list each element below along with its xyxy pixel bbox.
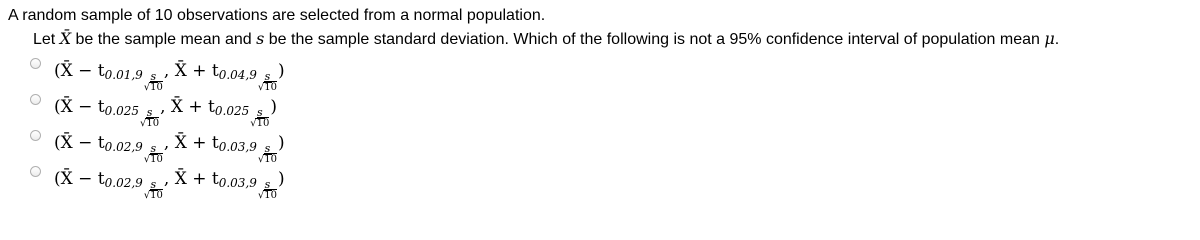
fraction-num: s: [256, 106, 263, 119]
fraction: [258, 180, 277, 201]
fraction-den: [258, 83, 277, 93]
formula-open: (X̄ − t: [54, 133, 105, 153]
formula-mid: , X̄ + t: [163, 133, 219, 153]
option-3-formula: [54, 133, 285, 165]
fraction-den-value: 10: [146, 118, 160, 129]
formula-sub1: 0.025: [104, 104, 139, 118]
fraction-den-value: 10: [150, 82, 163, 93]
question-mid: be the sample mean and: [71, 31, 257, 48]
s-symbol: s: [256, 29, 265, 48]
fraction: [144, 180, 163, 201]
fraction-den-value: 10: [264, 190, 277, 201]
formula-sub2: 0.025: [214, 104, 250, 118]
question-suffix: be the sample standard deviation. Which of the following is not a 95% confidence interval of population mean: [264, 31, 1045, 48]
fraction-den-value: 10: [150, 190, 163, 201]
question-end: .: [1054, 31, 1060, 48]
formula-close: ): [270, 97, 277, 117]
sqrt-icon: √: [143, 190, 151, 201]
fraction-den: [250, 119, 269, 129]
option-4-formula: [54, 169, 285, 201]
fraction-den: [258, 155, 277, 165]
fraction: [140, 108, 159, 129]
fraction-den: [140, 119, 159, 129]
fraction-den-value: 10: [264, 82, 277, 93]
formula-mid: , X̄ + t: [163, 169, 219, 189]
fraction-num: s: [264, 142, 271, 155]
sqrt-icon: √: [257, 190, 265, 201]
fraction-den: [144, 83, 163, 93]
question-text-line1: A random sample of 10 observations are selected from a normal population.: [8, 7, 546, 24]
option-2-radio[interactable]: [30, 94, 41, 105]
option-2-formula: [54, 97, 277, 129]
formula-open: (X̄ − t: [54, 61, 105, 81]
fraction-den: [258, 191, 277, 201]
sqrt-icon: √: [143, 82, 151, 93]
option-4-radio[interactable]: [30, 166, 41, 177]
sqrt-icon: √: [257, 154, 265, 165]
mu-symbol: μ: [1044, 29, 1055, 48]
fraction-num: s: [150, 142, 157, 155]
xbar-symbol: X̄: [59, 29, 72, 48]
formula-sub1: 0.01,9: [104, 68, 143, 82]
fraction-num: s: [264, 178, 271, 191]
option-1-formula: [54, 61, 285, 93]
fraction-den: [144, 155, 163, 165]
fraction-den-value: 10: [256, 118, 270, 129]
fraction: [258, 72, 277, 93]
fraction-num: s: [264, 70, 271, 83]
formula-close: ): [277, 169, 285, 189]
fraction-den-value: 10: [150, 154, 163, 165]
sqrt-icon: √: [257, 82, 265, 93]
formula-sub2: 0.03,9: [218, 140, 257, 154]
sqrt-icon: √: [139, 118, 147, 129]
fraction: [258, 144, 277, 165]
formula-close: ): [277, 133, 285, 153]
option-1-radio[interactable]: [30, 58, 41, 69]
question-text-line2: [33, 29, 1059, 50]
fraction: [144, 72, 163, 93]
formula-sub1: 0.02,9: [104, 140, 143, 154]
option-3-radio[interactable]: [30, 130, 41, 141]
formula-open: (X̄ − t: [54, 97, 105, 117]
fraction-den: [144, 191, 163, 201]
fraction-num: s: [146, 106, 153, 119]
fraction: [144, 144, 163, 165]
formula-mid: , X̄ + t: [163, 61, 219, 81]
fraction-num: s: [150, 70, 157, 83]
formula-sub2: 0.03,9: [218, 176, 257, 190]
formula-open: (X̄ − t: [54, 169, 105, 189]
sqrt-icon: √: [250, 118, 257, 129]
formula-close: ): [277, 61, 285, 81]
formula-sub2: 0.04,9: [218, 68, 257, 82]
formula-sub1: 0.02,9: [104, 176, 143, 190]
fraction: [250, 108, 269, 129]
sqrt-icon: √: [143, 154, 151, 165]
fraction-den-value: 10: [264, 154, 277, 165]
fraction-num: s: [150, 178, 157, 191]
question-prefix: Let: [33, 31, 60, 48]
formula-mid: , X̄ + t: [160, 97, 215, 117]
